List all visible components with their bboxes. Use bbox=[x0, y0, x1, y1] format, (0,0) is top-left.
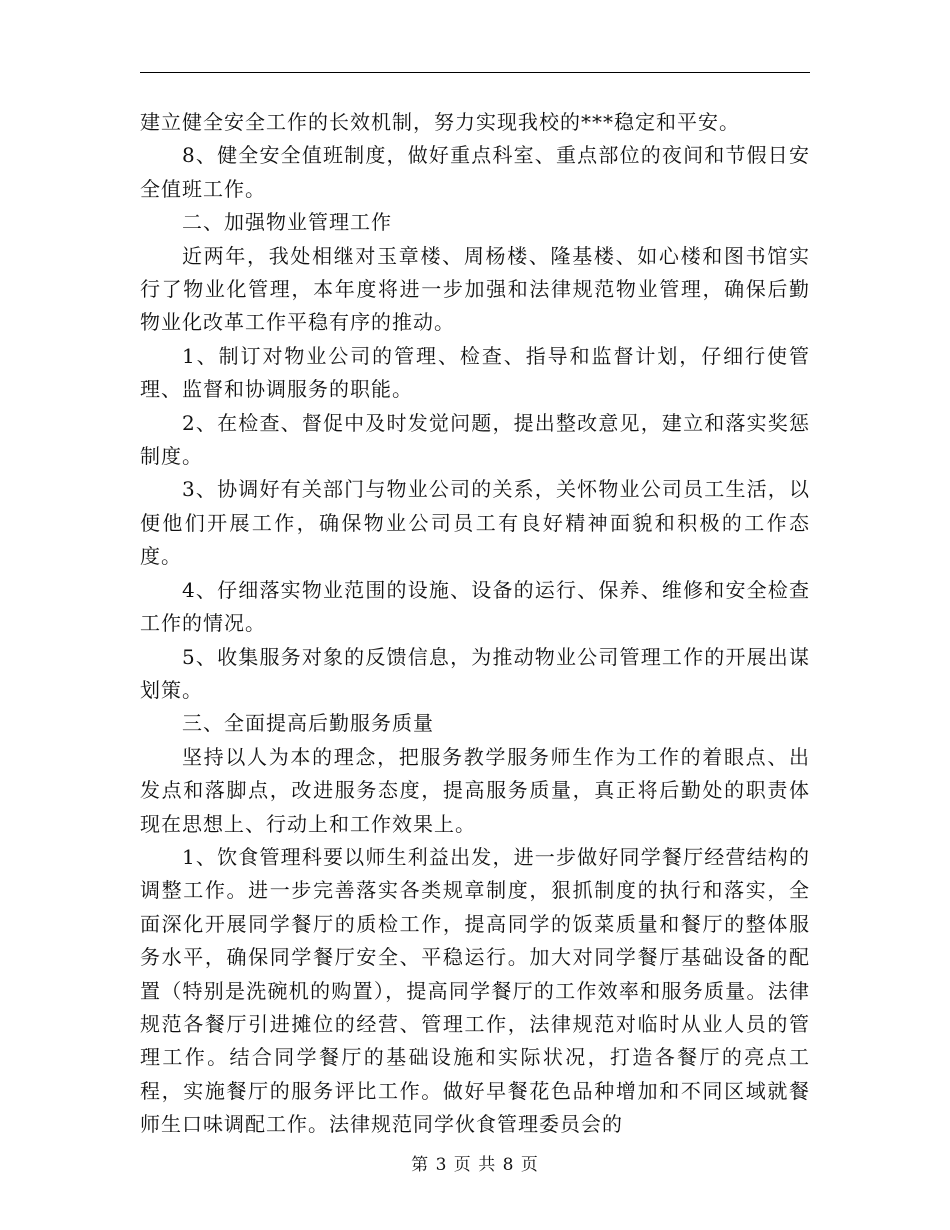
section-heading-2: 二、加强物业管理工作 bbox=[182, 210, 392, 235]
paragraph-12: 1、饮食管理科要以师生利益出发，进一步做好同学餐厅经营结构的调整工作。进一步完善落实各类规章制度，狠抓制度的执行和落实，全面深化开展同学餐厅的质检工作，提高同学的饭菜质量和餐厅的整体服务水平，确保同学餐厅安全、平稳运行。加大对同学餐厅基础设备的配置（特别是洗碗机的购置），提高同学餐厅的工作效率和服务质量。法律规范各餐厅引进摊位的经营、管理工作，法律规范对临时从业人员的管理工作。结合同学餐厅的基础设施和实际状况，打造各餐厅的亮点工程，实施餐厅的服务评比工作。做好早餐花色品种增加和不同区域就餐师生口味调配工作。法律规范同学伙食管理委员会的 bbox=[140, 844, 810, 1137]
page-number: 第 3 页 共 8 页 bbox=[411, 1155, 539, 1175]
paragraph-7: 3、协调好有关部门与物业公司的关系，关怀物业公司员工生活，以便他们开展工作，确保物业公司员工有良好精神面貌和积极的工作态度。 bbox=[140, 477, 810, 569]
paragraph-6: 2、在检查、督促中及时发觉问题，提出整改意见，建立和落实奖惩制度。 bbox=[140, 410, 810, 469]
paragraph-5: 1、制订对物业公司的管理、检查、指导和监督计划，仔细行使管理、监督和协调服务的职能。 bbox=[140, 343, 810, 402]
paragraph-2: 8、健全安全值班制度，做好重点科室、重点部位的夜间和节假日安全值班工作。 bbox=[140, 143, 810, 201]
paragraph-4: 近两年，我处相继对玉章楼、周杨楼、隆基楼、如心楼和图书馆实行了物业化管理，本年度将进一步加强和法律规范物业管理，确保后勤物业化改革工作平稳有序的推动。 bbox=[140, 243, 810, 335]
paragraph-11: 坚持以人为本的理念，把服务教学服务师生作为工作的着眼点、出发点和落脚点，改进服务态度，提高服务质量，真正将后勤处的职责体现在思想上、行动上和工作效果上。 bbox=[140, 744, 810, 836]
paragraph-8: 4、仔细落实物业范围的设施、设备的运行、保养、维修和安全检查工作的情况。 bbox=[140, 577, 810, 636]
paragraph-9: 5、收集服务对象的反馈信息，为推动物业公司管理工作的开展出谋划策。 bbox=[140, 644, 810, 702]
document-body bbox=[140, 106, 810, 1142]
header-rule bbox=[140, 72, 810, 73]
paragraph-1: 建立健全安全工作的长效机制，努力实现我校的***稳定和平安。 bbox=[140, 110, 740, 134]
section-heading-3: 三、全面提高后勤服务质量 bbox=[182, 711, 434, 736]
